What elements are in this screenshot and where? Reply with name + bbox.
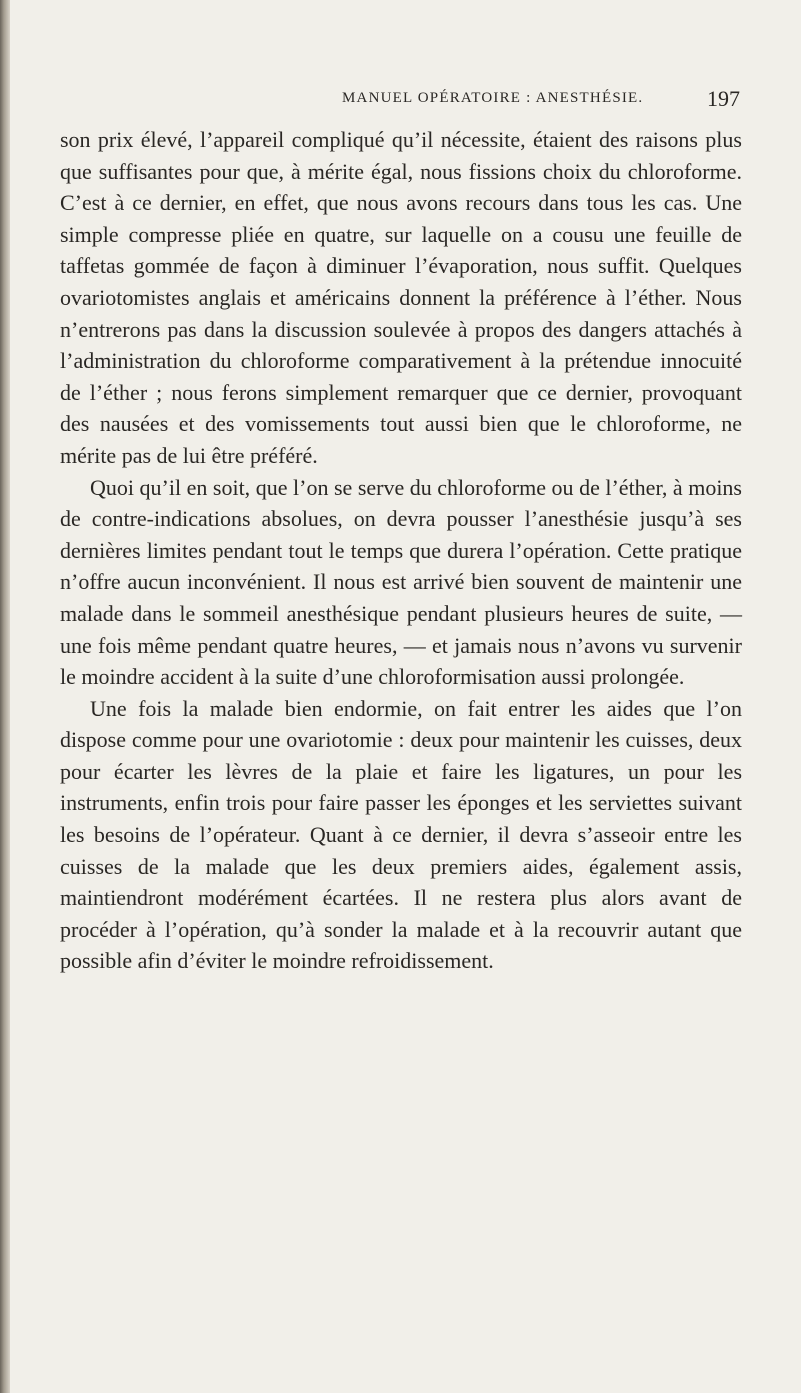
- running-title: MANUEL OPÉRATOIRE : ANESTHÉSIE.: [342, 90, 644, 106]
- running-header: [60, 86, 740, 120]
- page-edge-shadow: [0, 0, 10, 1393]
- page-number: 197: [707, 86, 740, 111]
- paragraph: Quoi qu’il en soit, que l’on se serve du chloroforme ou de l’éther, à moins de contre-indications absolues, on devra pousser l’anesthésie jusqu’à ses dernières limites pendant tout le temps que durera l’opération. Cette pratique n’offre aucun inconvénient. Il nous est arrivé bien souvent de maintenir une malade dans le sommeil anesthésique pendant plusieurs heures de suite, — une fois même pendant quatre heures, — et jamais nous n’avons vu survenir le moindre accident à la suite d’une chloroformisation aussi prolongée.: [60, 474, 742, 690]
- body-text: [60, 124, 742, 977]
- paragraph: son prix élevé, l’appareil compliqué qu’il nécessite, étaient des raisons plus que suffisantes pour que, à mérite égal, nous fissions choix du chloroforme. C’est à ce dernier, en effet, que nous avons recours dans tous les cas. Une simple compresse pliée en quatre, sur laquelle on a cousu une feuille de taffetas gommée de façon à diminuer l’évaporation, nous suffit. Quelques ovariotomistes anglais et américains donnent la préférence à l’éther. Nous n’entrerons pas dans la discussion soulevée à propos des dangers attachés à l’administration du chloroforme comparativement à la prétendue innocuité de l’éther ; nous ferons simplement remarquer que ce dernier, provoquant des nausées et des vomissements tout aussi bien que le chloroforme, ne mérite pas de lui être préféré.: [60, 127, 742, 468]
- paragraph: Une fois la malade bien endormie, on fait entrer les aides que l’on dispose comme pour une ovariotomie : deux pour maintenir les cuisses, deux pour écarter les lèvres de la plaie et faire les ligatures, un pour les instruments, enfin trois pour faire passer les éponges et les serviettes suivant les besoins de l’opérateur. Quant à ce dernier, il devra s’asseoir entre les cuisses de la malade que les deux premiers aides, également assis, maintiendront modérément écartées. Il ne restera plus alors avant de procéder à l’opération, qu’à sonder la malade et à la recouvrir autant que possible afin d’éviter le moindre refroidissement.: [60, 695, 742, 974]
